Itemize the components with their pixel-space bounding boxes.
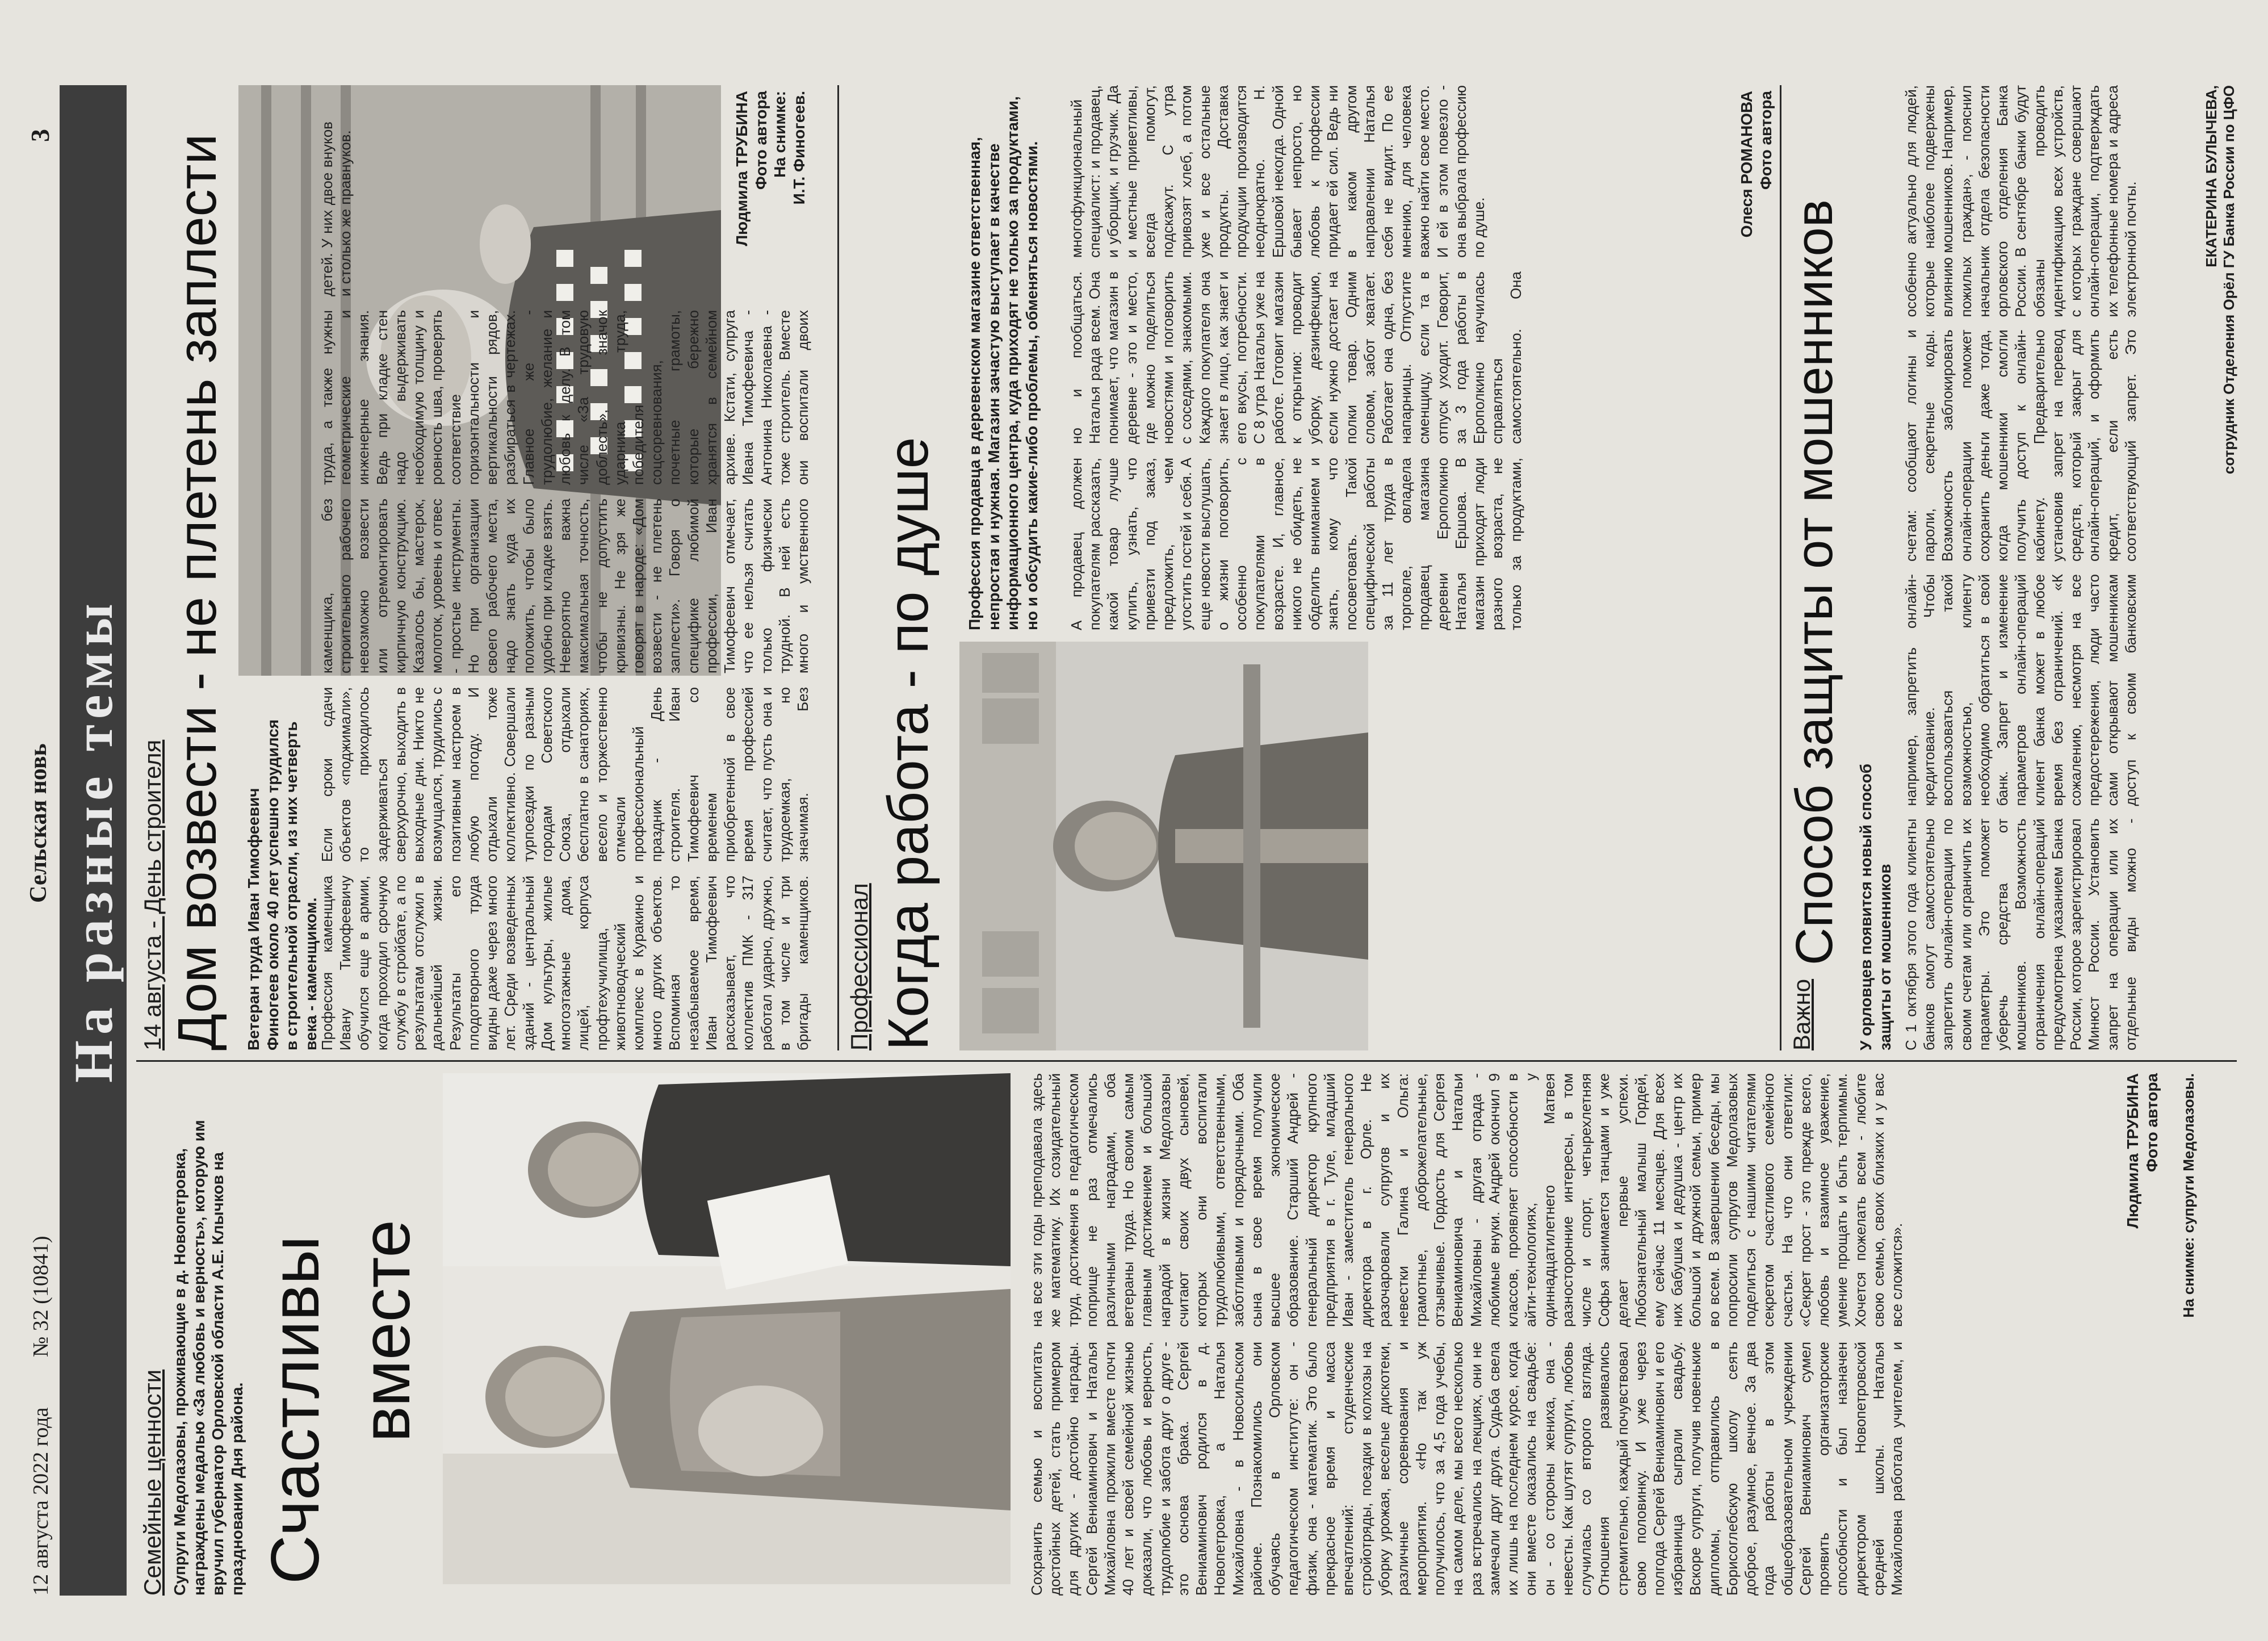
family-photo (443, 1073, 1011, 1584)
family-caption: На снимке: супруги Медолазовы. (2180, 1073, 2197, 1318)
seller-photo-image (959, 642, 1368, 1050)
column-divider (136, 1060, 2237, 1062)
fraud-author-role: сотрудник Отделения Орёл ГУ Банка России по ЦФО (2220, 85, 2238, 475)
builder-signature (732, 91, 808, 318)
section-divider-2 (1780, 85, 1781, 1050)
builder-headline: Дом возвести - не плетень заплести (167, 133, 228, 1050)
seller-signature (1737, 91, 1775, 318)
family-author: Людмила ТРУБИНА (2124, 1073, 2141, 1229)
builder-lead: Ветеран труда Иван Тимофеевич Финогеев около 40 лет успешно трудился в строительной отрасли, из них четверть века - каменщиком. (245, 719, 320, 1050)
page-number: 3 (26, 129, 55, 142)
fraud-signature (2203, 85, 2238, 562)
fraud-headline: Способ защиты от мошенников (1785, 199, 1843, 965)
section-band: На разные темы (60, 85, 127, 1596)
family-headline-2: вместе (348, 1220, 424, 1442)
builder-caption-2: И.Т. Финогеев. (790, 91, 808, 205)
section-divider-1 (837, 85, 839, 1050)
seller-lead: Профессия продавца в деревенском магазине ответственная, непростая и нужная. Магазин зачастую выступает в качестве информационного центра, куда приходят не только за продуктами, но и обсудить какие-либо проблемы, обменяться новостями. (966, 96, 1041, 630)
family-signature (2123, 1073, 2161, 1300)
builder-body: Профессия каменщика Ивану Тимофеевичу обучился еще в армии, когда проходил срочную службу в стройбате, а по результатам отслужил в дальнейшей жизни. Результаты его плодотворного труда видны даже через много лет. Среди возведенных зданий - центральный Дом культуры, жилые многоэтажные дома, лицей, корпуса профтехучилища, животноводческий комплекс в Куракино и много других объектов. Вспоминая то незабываемое время, Иван Тимофеевич рассказывает, что коллектив ПМК - 317 работал ударно, дружно, в том числе и три бригады каменщиков. Если сроки сдачи объектов «поджимали», то приходилось задерживаться сверхурочно, выходить в выходные дни. Никто не возмущался, трудились с позитивным настроем в любую погоду. И отдыхали тоже коллективно. Совершали турпоездки по разным городам Советского Союза, отдыхали бесплатно в санаториях, весело и торжественно отмечали профессиональный праздник - День строителя. Иван Тимофеевич со временем приобретенной в свое время профессией считает, что пусть она и трудоемкая, но значимая. Без Тимофеевич отмечает, что ее нельзя считать только физически трудной. В ней есть много и умственного архиве. Кстати, супруга Ивана Тимофеевича - Антонина Николаевна - тоже строитель. Вместе они воспитали двоих (318, 310, 812, 1050)
builder-author: Людмила ТРУБИНА (733, 91, 751, 246)
family-body: Сохранить семью и воспитать достойных детей, стать примером для других - достойно награды. Сергей Вениаминович и Наталья Михайловна прожили вместе почти 40 лет и своей семейной жизнью доказали, что любовь и верность, трудолюбие и забота друг о друге - это основа брака. Сергей Вениаминович родился в д. Новопетровка, а Наталья Михайловна - в Новосильском районе. Познакомились они обучаясь в Орловском педагогическом институте: он - физик, она - математик. Это было прекрасное время и масса впечатлений: студенческие стройотряды, поездки в колхозы на уборку урожая, веселые дискотеки, различные соревнования и мероприятия. «Но так уж получилось, что за 4,5 года учебы, на самом деле, мы всего несколько раз встречались на лекциях, они не замечали друг друга. Судьба свела их лишь на последнем курсе, когда они вместе оказались на свадьбе: он - со стороны жениха, она - невесты. Как шутят супруги, любовь случилась со второго взгляда. Отношения развивались стремительно, каждый почувствовал свою половинку. И уже через полгода Сергей Вениаминович и его избранница сыграли свадьбу. Вскоре супруги, получив новенькие дипломы, отправились в Борисоглебскую школу сеять доброе, разумное, вечное. За два года работы в этом общеобразовательном учреждении Сергей Вениаминович сумел проявить организаторские способности и был назначен директором Новопетровской средней школы. Наталья Михайловна работала учителем, и на все эти годы преподавала здесь же математику. Их созидательный труд, достижения в педагогическом поприще не раз отмечались различными наградами, оба ветераны труда. Но своим самым главным достижением и большой наградой в жизни Медолазовы считают своих двух сыновей, которых они воспитали трудолюбивыми, ответственными, заботливыми и порядочными. Оба сына в свое время получили высшее экономическое образование. Старший Андрей - генеральный директор крупного предприятия в г. Туле, младший Иван - заместитель генерального директора в г. Орле. Не разочаровали супругов и их невестки Галина и Ольга: грамотные, доброжелательные, отзывчивые. Гордость для Сергея Вениаминовича и Натальи Михайловны - другая отрада - любимые внуки. Андрей окончил 9 классов, проявляет способности в айти-технологиях, у одиннадцатилетнего Матвея разносторонние интересы, в том числе и спорт, четырехлетняя Софья занимается танцами и уже делает первые успехи. Любознательный малыш Гордей, ему сейчас 11 месяцев. Для всех них бабушка и дедушка - центр их большой и дружной семьи, пример во всем. В завершении беседы, мы попросили супругов Медолазовых поделиться с нашими читателями секретом счастливого семейного счастья. На что они ответили: «Секрет прост - это прежде всего, любовь и взаимное уважение, умение прощать и быть терпимым. Хочется пожелать всем - любите свою семью, своих близких и у вас все сложится». (1028, 1073, 1906, 1596)
fraud-body: С 1 октября этого года клиенты банков смогут самостоятельно запретить онлайн-операции по своим счетам или ограничить их параметры. Это поможет уберечь средства от мошенников. Возможность ограничения онлайн-операций предусмотрена указанием Банка России, которое зарегистрировал Минюст России. Установить запрет на операции или их отдельные виды можно - например, запретить онлайн-кредитование. Чтобы воспользоваться такой возможностью, клиенту необходимо обратиться в свой банк. Запрет и изменение параметров онлайн-операций клиент банка может в любое время без ограничений. «К сожалению, несмотря на все предостережения, люди часто сами открывают мошенникам доступ к своим банковским счетам: сообщают логины и пароли, секретные коды. Возможность заблокировать онлайн-операции поможет сохранить деньги даже тогда, когда мошенники смогли получить доступ к онлайн-кабинету. Предварительно установив запрет на перевод средств, который закрыт для онлайн-операций, и оформить кредит, если есть соответствующий запрет. Это особенно актуально для людей, которые наиболее подвержены влиянию мошенников. Например, пожилых граждан», - пояснил начальник отдела безопасности орловского отделения Банка России. В сентябре банки будут обязаны проводить идентификацию всех устройств, с которых граждане совершают онлайн-операции, подтверждать их телефонные номера и адреса электронной почты. (1902, 85, 2139, 1050)
builder-rubric: 14 августа - День строителя (139, 739, 166, 1050)
seller-headline: Когда работа - по душе (877, 437, 940, 1050)
family-photo-credit: Фото автора (2143, 1073, 2161, 1173)
family-photo-image (443, 1073, 1011, 1584)
seller-body-continued (1380, 642, 1777, 1050)
seller-photo (959, 642, 1368, 1050)
seller-photo-credit: Фото автора (1756, 91, 1775, 190)
builder-caption-1: На снимке: (771, 91, 789, 178)
seller-rubric: Профессионал (846, 883, 873, 1050)
fraud-lead: У орловцев появится новый способ защиты от мошенников (1857, 764, 1894, 1050)
issue-number: № 32 (10841) (29, 1236, 53, 1357)
paper-name: Сельская новь (26, 743, 52, 903)
fraud-rubric: Важно (1788, 978, 1815, 1050)
seller-author: Олеся РОМАНОВА (1738, 91, 1755, 238)
family-rubric: Семейные ценности (139, 1369, 166, 1596)
seller-body: А продавец должен покупателям рассказать, какой товар лучше купить, узнать, что привезти под заказ, предложить, чем угостить гостей и себя. А еще новости выслушать, о жизни поговорить, особенно с покупателями в возрасте. И, главное, никого не обидеть, не обделить вниманием и знать, кому что посоветовать. Такой специфической работы за 11 лет труда в торговле, овладела продавец магазина деревни Ерополкино Наталья Ершова. В магазин приходят люди разного возраста, не только за продуктами, но и пообщаться. Наталья рада всем. Она понимает, что магазин в деревне - это и место, где можно поделиться новостями и поговорить с соседями, знакомыми. Каждого покупателя она знает в лицо, как знает и его вкусы, потребности. С 8 утра Наталья уже на работе. Готовит магазин к открытию: проводит уборку, дезинфекцию, если нужно достает на полки товар. Одним словом, забот хватает. Работает она одна, без напарницы. Отпустите сменщицу, если та в отпуск уходит. Говорит, за 3 года работы в Ерополкино научилась справляться самостоятельно. Она многофункциональный специалист: и продавец, и уборщик, и грузчик. Да и местные приветливы, всегда помогут, подскажут. С утра привозят хлеб, а потом уже и все остальные продукты. Доставка продукции производится неоднократно. Н. Ершовой некогда. Одной бывает непросто, но любовь к профессии придает ей сил. Ведь ни в каком другом направлении Наталья себя не видит. По ее мнению, для человека важно найти свое место. И ей в этом повезло - она выбрала профессию по душе. (1068, 85, 1524, 630)
family-lead: Супруги Медолазовы, проживающие в д. Новопетровка, награждены медалью «За любовь и верность», которую им вручил губернатор Орловской области А.Е. Клычков на праздновании Дня района. (171, 1120, 246, 1596)
builder-photo-credit: Фото автора (752, 91, 770, 190)
fraud-author: ЕКАТЕРИНА БУЛЫЧЕВА, (2203, 85, 2220, 267)
issue-date: 12 августа 2022 года (29, 1407, 53, 1596)
family-headline-1: Счастливы (257, 1236, 333, 1584)
